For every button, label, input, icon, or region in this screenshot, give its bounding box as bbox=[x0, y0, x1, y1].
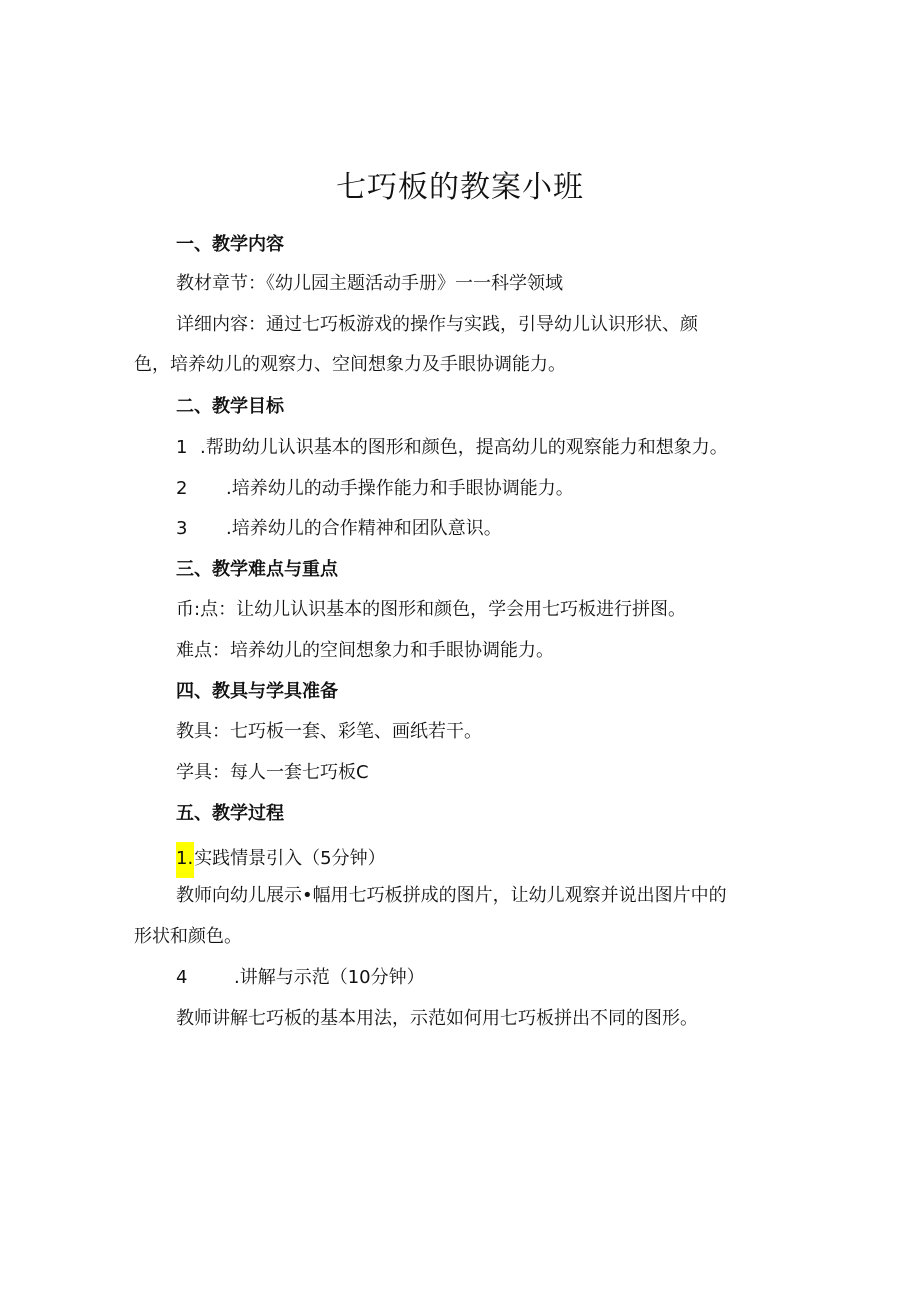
paragraph-line: 色，培养幼儿的观察力、空间想象力及手眼协调能力。 bbox=[134, 354, 566, 375]
step-title: 实践情景引入（5分钟） bbox=[194, 848, 386, 869]
step-heading bbox=[176, 842, 386, 878]
step-number-highlighted: 1. bbox=[176, 842, 194, 878]
section-heading-key-points: 三、教学难点与重点 bbox=[176, 559, 338, 580]
section-heading-objectives: 二、教学目标 bbox=[176, 396, 284, 417]
paragraph-line: 教材章节：《幼儿园主题活动手册》一一科学领域 bbox=[176, 273, 563, 294]
list-item-text: .培养幼儿的合作精神和团队意识。 bbox=[226, 518, 502, 539]
section-heading-process: 五、教学过程 bbox=[176, 803, 284, 824]
list-item-number: 3 bbox=[176, 518, 188, 539]
step-heading bbox=[176, 965, 425, 991]
paragraph-line: 币:点：让幼儿认识基本的图形和颜色，学会用七巧板进行拼图。 bbox=[176, 599, 687, 620]
paragraph-line: 难点：培养幼儿的空间想象力和手眼协调能力。 bbox=[176, 640, 554, 661]
list-item-number: 2 bbox=[176, 478, 188, 499]
paragraph-line: 形状和颜色。 bbox=[134, 926, 242, 947]
document-title: 七巧板的教案小班 bbox=[336, 170, 584, 205]
list-item-text: .培养幼儿的动手操作能力和手眼协调能力。 bbox=[226, 478, 574, 499]
paragraph-line: 详细内容：通过七巧板游戏的操作与实践，引导幼儿认识形状、颜 bbox=[176, 314, 698, 335]
paragraph-line: 学具：每人一套七巧板C bbox=[176, 762, 369, 783]
list-item bbox=[176, 476, 574, 502]
paragraph-line: 教师向幼儿展示•幅用七巧板拼成的图片，让幼儿观察并说出图片中的 bbox=[176, 885, 727, 906]
list-item bbox=[176, 435, 728, 461]
section-heading-content: 一、教学内容 bbox=[176, 234, 284, 255]
paragraph-line: 教师讲解七巧板的基本用法，示范如何用七巧板拼出不同的图形。 bbox=[176, 1008, 698, 1029]
paragraph-line: 教具：七巧板一套、彩笔、画纸若干。 bbox=[176, 721, 482, 742]
list-item-text: .帮助幼儿认识基本的图形和颜色，提高幼儿的观察能力和想象力。 bbox=[200, 437, 728, 458]
step-number: 4 bbox=[176, 967, 188, 988]
list-item bbox=[176, 516, 502, 542]
section-heading-materials: 四、教具与学具准备 bbox=[176, 681, 338, 702]
step-title: .讲解与示范（10分钟） bbox=[234, 967, 425, 988]
list-item-number: 1 bbox=[176, 437, 188, 458]
